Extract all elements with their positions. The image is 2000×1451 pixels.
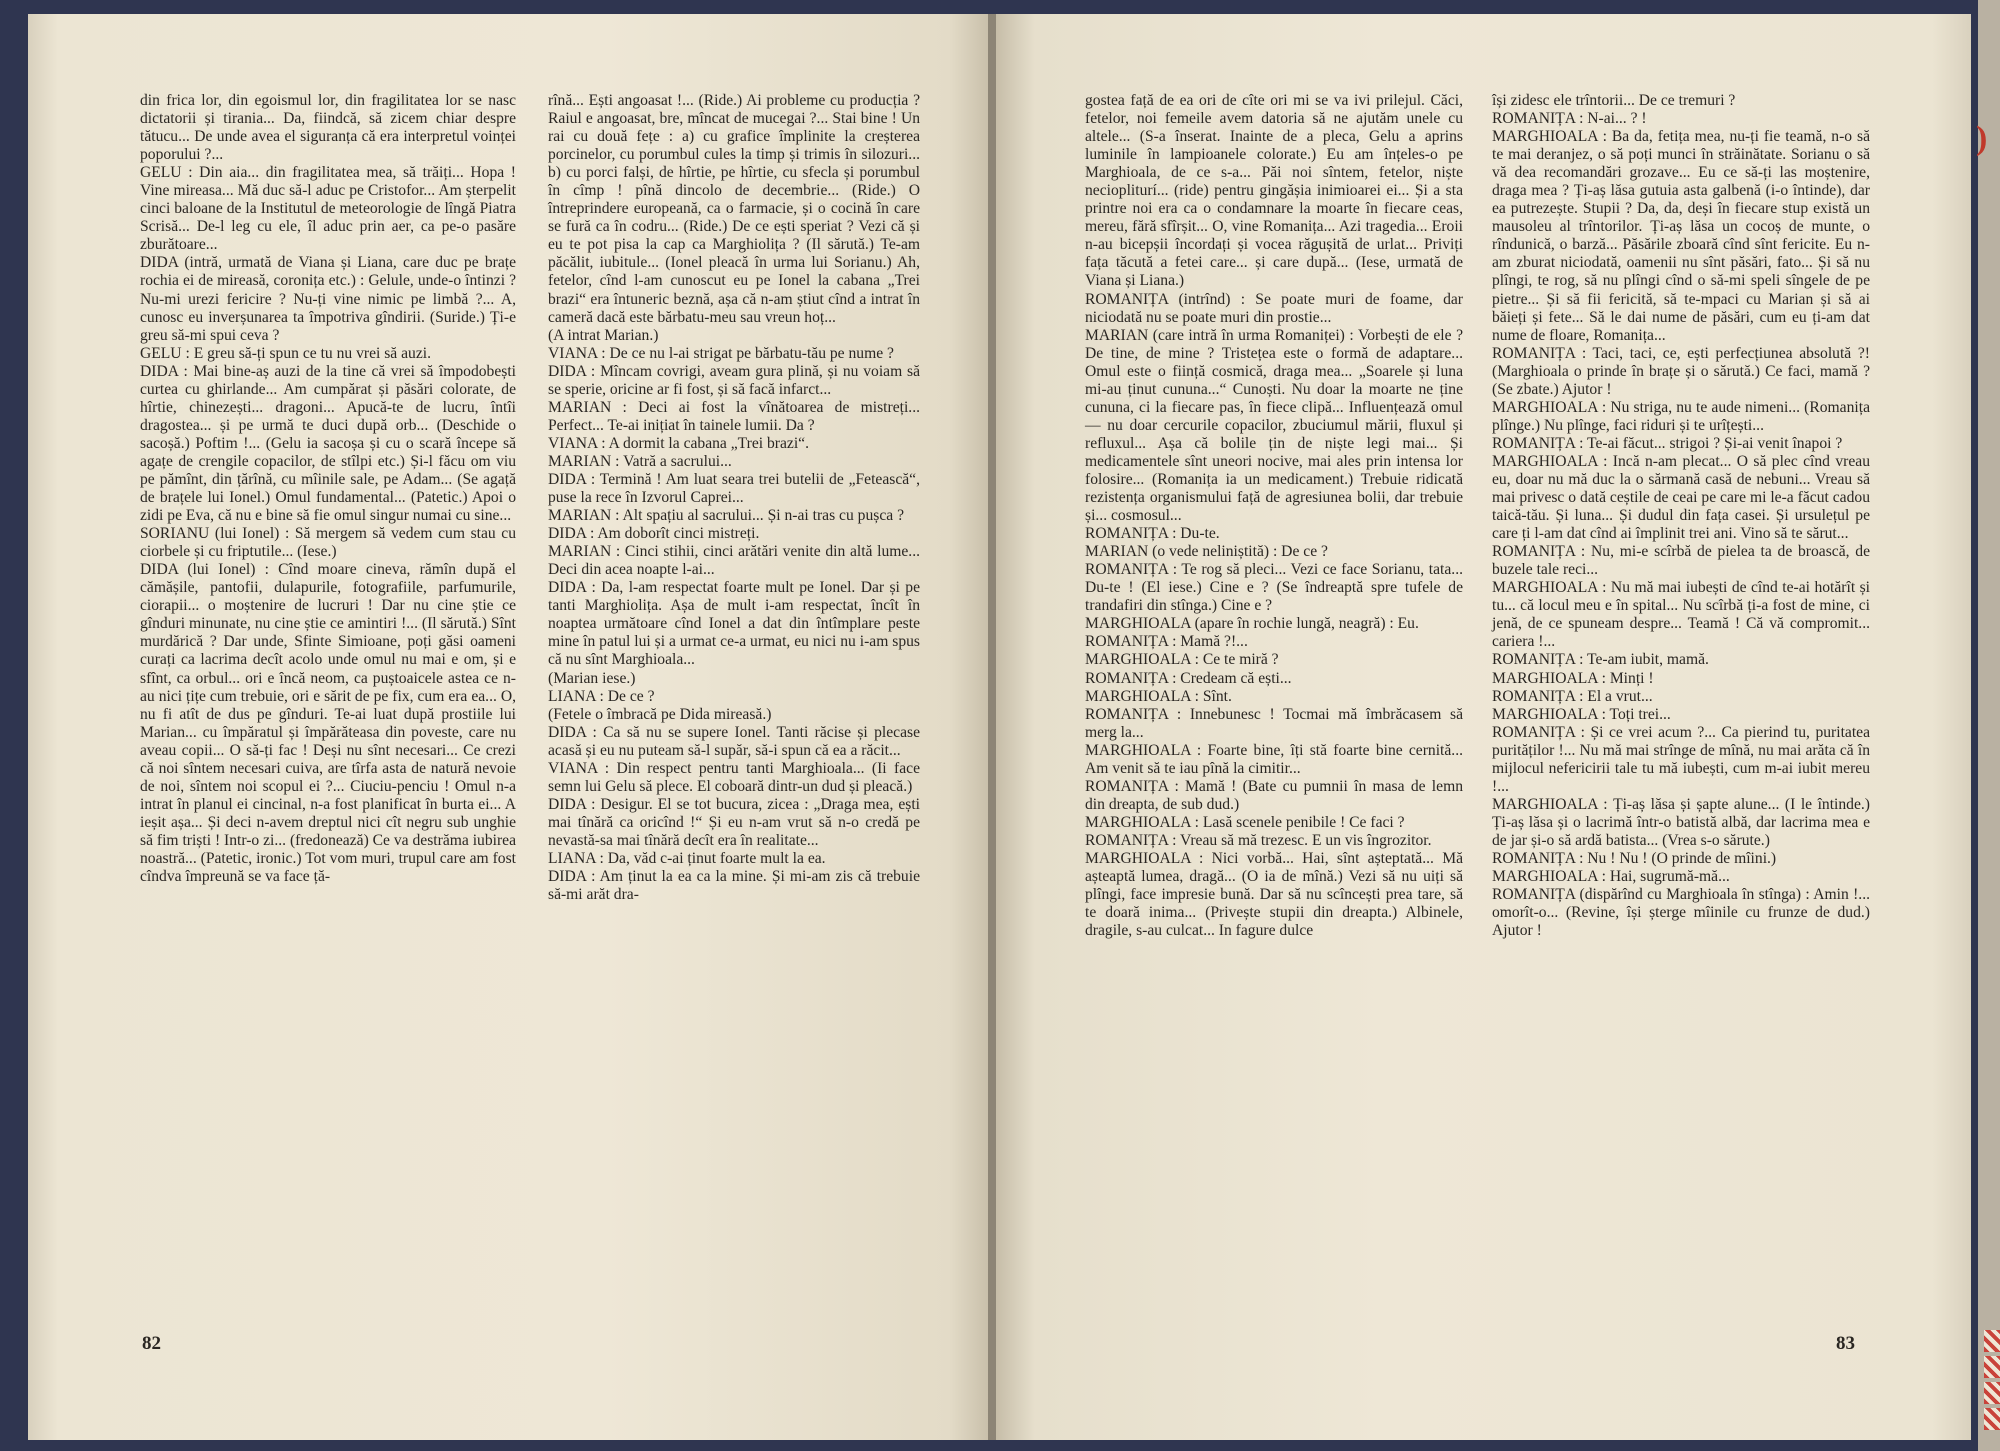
text-column-2 bbox=[548, 92, 920, 904]
column-text: își zidesc ele trîntorii... De ce tremuri ? ROMANIȚA : N-ai... ? ! MARGHIOALA : Ba da, fetița mea, nu-ți fie teamă, n-o să te mai deranjez, o să poți munci în străinătate. Sorianu o să vă dea recomandări grozave... Eu ce să-ți las moștenire, draga mea ? Ți-aș lăsa gutuia asta galbenă (i-o întinde), dar ea putrezește. Stupii ? Da, da, deși în fiecare stup există un mausoleu al trîntorilor. Ți-aș lăsa un cocoș de munte, o rîndunică, o barză... Păsările zboară cînd sînt fericite. Eu n-am zburat niciodată, oamenii nu sînt păsări, fato... Și să nu plîngi, te rog, să nu plîngi cînd o să-mi speli sîngele de pe pietre... Și să fii fericită, să te-mpaci cu Marian și să ai băieți și fete... Să le dai nume de păsări, cum eu ți-am dat nume de floare, Romanița... ROMANIȚA : Taci, taci, ce, ești perfecțiunea absolută ?! (Marghioala o prinde în brațe și o sărută.) Ce faci, mamă ? (Se zbate.) Ajutor ! MARGHIOALA : Nu striga, nu te aude nimeni... (Romanița plînge.) Nu plînge, faci riduri și te urîțești... ROMANIȚA : Te-ai făcut... strigoi ? Și-ai venit înapoi ? MARGHIOALA : Incă n-am plecat... O să plec cînd vreau eu, doar nu mă duc la o sărmană casă de nebuni... Vreau să mai privesc o dată ceștile de ceai pe care mi le-a făcut cadou taică-tău. Și luna... Și dudul din fața casei. Și ursulețul pe care ți l-am dat cînd ai împlinit trei ani. Vino să te sărut... ROMANIȚA : Nu, mi-e scîrbă de pielea ta de broască, de buzele tale reci... MARGHIOALA : Nu mă mai iubești de cînd te-ai hotărît și tu... că locul meu e în spital... Nu scîrbă ți-a fost de mine, ci jenă, de ce spuneam despre... Teamă ! Că vă compromit... cariera !... ROMANIȚA : Te-am iubit, mamă. MARGHIOALA : Minți ! ROMANIȚA : El a vrut... MARGHIOALA : Toți trei... ROMANIȚA : Și ce vrei acum ?... Ca pierind tu, puritatea purităților !... Nu mă mai strînge de mînă, nu mai arăta că în mijlocul nefericirii tale tu mă iubești, cum m-ai iubit mereu !... MARGHIOALA : Ți-aș lăsa și șapte alune... (I le întinde.) Ți-aș lăsa și o lacrimă într-o batistă albă, dar lacrima mea e de jar și-o să ardă batista... (Vrea s-o sărute.) ROMANIȚA : Nu ! Nu ! (O prinde de mîini.) MARGHIOALA : Hai, sugrumă-mă... ROMANIȚA (dispărînd cu Marghioala în stînga) : Amin !... omorît-o... (Revine, își șterge mîinile cu frunze de dud.) Ajutor ! bbox=[1492, 92, 1870, 940]
text-column-4 bbox=[1492, 92, 1870, 940]
cover-ornament bbox=[1984, 1330, 2000, 1352]
text-column-1 bbox=[140, 92, 516, 886]
page-number-left: 82 bbox=[142, 1333, 161, 1354]
cover-ornament bbox=[1984, 1382, 2000, 1404]
column-text: gostea față de ea ori de cîte ori mi se va ivi prilejul. Căci, fetelor, noi femeile avem datoria să ne ajutăm unele cu altele... (S-a înserat. Inainte de a pleca, Gelu a aprins luminile în lampioanele colorate.) Eu am înțeles-o pe Marghioala, de ce s-a... Păi noi sîntem, fetelor, niște neciopliturí... (ride) pentru gingășia inimioarei ei... Și a sta printre noi era ca o condamnare la moarte în fiecare ceas, mereu, fără sfîrșit... O, vine Romanița... Azi tragedia... Eroii n-au bicepșii încordați și vocea răgușită de urlat... Priviți fața tăcută a fetei care... și care după... (Iese, urmată de Viana și Liana.) ROMANIȚA (intrînd) : Se poate muri de foame, dar niciodată nu se poate muri din prostie... MARIAN (care intră în urma Romaniței) : Vorbești de ele ? De tine, de mine ? Tristețea este o formă de adaptare... Omul este o ființă cosmică, draga mea... „Soarele și luna mi-au ținut cununa...“ Cunoști. Nu doar la moarte ne ține cununa, ci la fiecare pas, în fiece clipă... Influențează omul — nu doar cercurile copacilor, zbuciumul mării, fluxul și refluxul... Așa că bolile țin de niște legi mai... Și medicamentele sînt uneori nocive, mai ales prin intensa lor folosire... (Romanița ia un medicament.) Trebuie ridicată rezistența organismului față de agresiunea bolii, dar trebuie și... cosmosul... ROMANIȚA : Du-te. MARIAN (o vede neliniștită) : De ce ? ROMANIȚA : Te rog să pleci... Vezi ce face Sorianu, tata... Du-te ! (El iese.) Cine e ? (Se îndreaptă spre tufele de trandafiri din stînga.) Cine e ? MARGHIOALA (apare în rochie lungă, neagră) : Eu. ROMANIȚA : Mamă ?!... MARGHIOALA : Ce te miră ? ROMANIȚA : Credeam că ești... MARGHIOALA : Sînt. ROMANIȚA : Innebunesc ! Tocmai mă îmbrăcasem să merg la... MARGHIOALA : Foarte bine, îți stă foarte bine cernită... Am venit să te iau pînă la cimitir... ROMANIȚA : Mamă ! (Bate cu pumnii în masa de lemn din dreapta, de sub dud.) MARGHIOALA : Lasă scenele penibile ! Ce faci ? ROMANIȚA : Vreau să mă trezesc. E un vis îngrozitor. MARGHIOALA : Nici vorbă... Hai, sînt așteptată... Mă așteaptă lumea, dragă... (O ia de mînă.) Vezi să nu uiți să plîngi, face impresie bună. Dar să nu scîncești prea tare, să te doară inima... (Privește stupii din dreapta.) Albinele, dragile, s-au culcat... In fagure dulce bbox=[1085, 92, 1463, 940]
column-text: din frica lor, din egoismul lor, din fragilitatea lor se nasc dictatorii și tirania... Da, fiindcă, să zicem chiar despre tătucu... De unde avea el siguranța că era interpretul voinței poporului ?... GELU : Din aia... din fragilitatea mea, să trăiți... Hopa ! Vine mireasa... Mă duc să-l aduc pe Cristofor... Am șterpelit cinci baloane de la Institutul de meteorologie de lîngă Piatra Scrisă... De-l leg cu ele, îl aduc prin aer, ca pe-o pasăre zburătoare... DIDA (intră, urmată de Viana și Liana, care duc pe brațe rochia ei de mireasă, coronița etc.) : Gelule, unde-o întinzi ? Nu-mi urezi fericire ? Nu-ți vine nimic pe limbă ?... A, cunosc eu inverșunarea ta împotriva gîndirii. (Suride.) Ți-e greu să-mi spui ceva ? GELU : E greu să-ți spun ce tu nu vrei să auzi. DIDA : Mai bine-aș auzi de la tine că vrei să împodobești curtea cu ghirlande... Am cumpărat și păsări colorate, de hîrtie, chinezești... dragoni... Apucă-te de lucru, întîi dragostea... și pe urmă te duci după orb... (Deschide o sacoșă.) Poftim !... (Gelu ia sacoșa și cu o scară începe să agațe de crengile copacilor, de stîlpi etc.) Și-l făcu om viu pe pămînt, din țărînă, cu mîinile sale, pe Adam... (Se agață de brațele lui Ionel.) Omul fundamental... (Patetic.) Apoi o zidi pe Eva, că nu e bine să fie omul singur numai cu sine... SORIANU (lui Ionel) : Să mergem să vedem cum stau cu ciorbele și cu friptutile... (Iese.) DIDA (lui Ionel) : Cînd moare cineva, rămîn după el cămășile, pantofii, dulapurile, fotografiile, parfumurile, ciorapii... o moștenire de lucruri ! Dar nu cine știe ce gînduri minunate, nu cine știe ce amintiri !... (Il sărută.) Sînt murdărică ? Dar unde, Sfinte Simioane, poți găsi oameni curați ca lacrima decît acolo unde omul nu mai e om, și e sfînt, ca orbul... ori e încă neom, ca puștoaicele astea ce n-au nici țițe cum trebuie, ori e sărit de pe fix, cum era ea... O, nu fi atît de dus pe gînduri. Te-ai luat după prostiile lui Marian... cu împăratul și împărăteasa din poveste, care nu aveau copii... O să-ți fac ! Deși nu sînt necesari... Ce crezi că noi sîntem necesari cuiva, are tîrfa asta de natură nevoie de noi, sîntem noi scopul ei ?... Ciuciu-penciu ! Omul n-a intrat în planul ei cincinal, n-a fost planificat în burta ei... A ieșit așa... Și deci n-avem dreptul nici cît negru sub unghie să fim triști ! Intr-o zi... (fredonează) Ce va destrăma iubirea noastră... (Patetic, ironic.) Tot vom muri, trupul care am fost cîndva împreună se va face ță- bbox=[140, 92, 516, 886]
margin-mark: ) bbox=[1976, 120, 1988, 157]
page-number-right: 83 bbox=[1836, 1333, 1855, 1354]
cover-ornament bbox=[1984, 1408, 2000, 1430]
cover-ornament bbox=[1984, 1356, 2000, 1378]
column-text: rînă... Ești angoasat !... (Ride.) Ai probleme cu producția ? Raiul e angoasat, bre, mîncat de mucegai ?... Stai bine ! Un rai cu două fețe : a) cu grafice împlinite la creșterea porcinelor, cu porumbul cules la timp și trimis în silozuri... b) cu porci falși, de hîrtie, pe hîrtie, cu sfecla și porumbul în cîmp ! pînă dincolo de decembrie... (Ride.) O întreprindere europeană, ca o farmacie, și o cocină în care se fură ca în codru... (Ride.) De ce ești speriat ? Vezi că și eu te pot pisa la cap ca Marghiolița ? (Il sărută.) Te-am păcălit, iubitule... (Ionel pleacă în urma lui Sorianu.) Ah, fetelor, cînd l-am cunoscut eu pe Ionel la cabana „Trei brazi“ era întuneric beznă, așa că n-am știut cînd a intrat în cameră dacă este bărbatu-meu sau vreun hoț... (A intrat Marian.) VIANA : De ce nu l-ai strigat pe bărbatu-tău pe nume ? DIDA : Mîncam covrigi, aveam gura plină, și nu voiam să se sperie, oricine ar fi fost, și să facă infarct... MARIAN : Deci ai fost la vînătoarea de mistreți... Perfect... Te-ai inițiat în tainele lumii. Da ? VIANA : A dormit la cabana „Trei brazi“. MARIAN : Vatră a sacrului... DIDA : Termină ! Am luat seara trei butelii de „Fetească“, puse la rece în Izvorul Caprei... MARIAN : Alt spațiu al sacrului... Și n-ai tras cu pușca ? DIDA : Am doborît cinci mistreți. MARIAN : Cinci stihii, cinci arătări venite din altă lume... Deci din acea noapte l-ai... DIDA : Da, l-am respectat foarte mult pe Ionel. Dar și pe tanti Marghiolița. Așa de mult i-am respectat, încît în noaptea următoare cînd Ionel a dat din întîmplare peste mine în patul lui și a urmat ce-a urmat, eu nici nu i-am spus că nu sînt Marghioala... (Marian iese.) LIANA : De ce ? (Fetele o îmbracă pe Dida mireasă.) DIDA : Ca să nu se supere Ionel. Tanti răcise și plecase acasă și eu nu puteam să-l supăr, să-i spun că ea a răcit... VIANA : Din respect pentru tanti Marghioala... (Ii face semn lui Gelu să plece. El coboară dintr-un dud și pleacă.) DIDA : Desigur. El se tot bucura, zicea : „Draga mea, ești mai tînără ca oricînd !“ Și eu n-am vrut să n-o credă pe nevastă-sa mai tînără decît era în realitate... LIANA : Da, văd c-ai ținut foarte mult la ea. DIDA : Am ținut la ea ca la mine. Și mi-am zis că trebuie să-mi arăt dra- bbox=[548, 92, 920, 904]
cover-edge bbox=[1978, 0, 2000, 1451]
text-column-3 bbox=[1085, 92, 1463, 940]
